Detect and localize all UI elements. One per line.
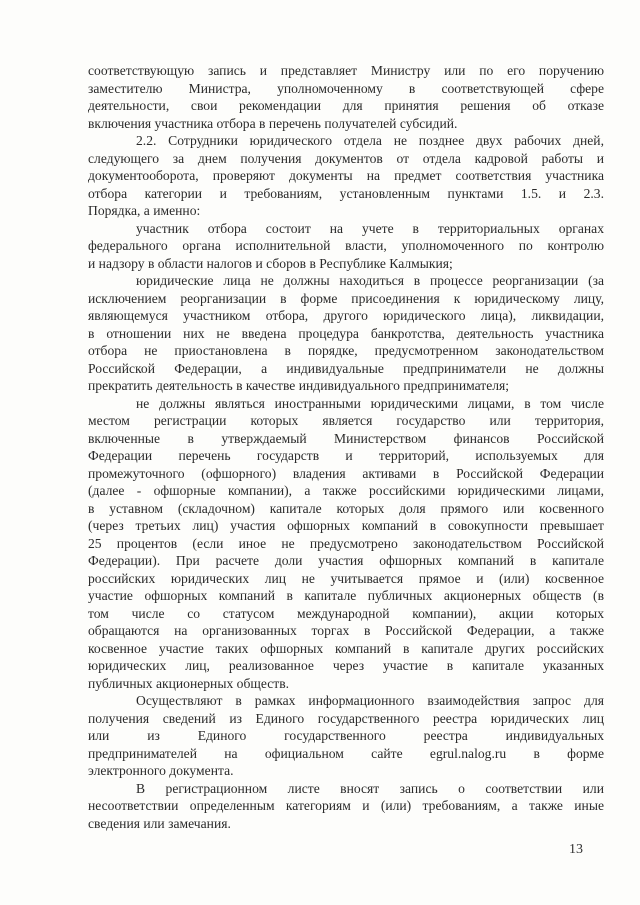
text-line: являющемуся участником отбора, другого юридического лица), ликвидации, — [88, 308, 604, 323]
text-line: в уставном (складочном) капитале которых доля прямого или косвенного — [88, 500, 604, 516]
text-line: том числе со статусом международной компании), акции которых — [88, 605, 604, 621]
text-line: прекратить деятельность в качестве индивидуального предпринимателя; — [88, 378, 510, 393]
paragraph — [88, 132, 604, 220]
text-line: и надзору в области налогов и сборов в Республике Калмыкия; — [88, 255, 453, 271]
text-line: участник отбора состоит на учете в территориальных органах — [136, 220, 604, 236]
text-line: 2.2. Сотрудники юридического отдела не позднее двух рабочих дней, — [136, 133, 604, 148]
text-line: обращаются на организованных торгах в Российской Федерации, а также — [88, 623, 604, 638]
text-line: (далее - офшорные компании), а также российскими юридическими лицами, — [88, 483, 604, 498]
text-line: Осуществляют в рамках информационного взаимодействия запрос для — [136, 693, 604, 708]
text-line: следующего за днем получения документов от отдела кадровой работы и — [88, 150, 604, 166]
text-line: российских юридических лиц не учитывается прямое и (или) косвенное — [88, 570, 604, 586]
text-line: сведения или замечания. — [88, 815, 231, 831]
text-line: предпринимателей на официальном сайте egrul.nalog.ru в форме — [88, 745, 604, 761]
paragraph — [88, 780, 604, 833]
text-line: электронного документа. — [88, 763, 234, 778]
text-line: деятельности, свои рекомендации для принятия решения об отказе — [88, 98, 604, 113]
text-line: исключением реорганизации в форме присоединения к юридическому лицу, — [88, 290, 604, 306]
text-line: документооборота, проверяют документы на предмет соответствия участника — [88, 168, 604, 183]
text-line: отбора не приостановлена в порядке, предусмотренном законодательством — [88, 343, 604, 358]
text-line: несоответствии определенным категориям и (или) требованиям, а также иные — [88, 798, 604, 813]
text-line: или из Единого государственного реестра индивидуальных — [88, 728, 604, 743]
text-line: не должны являться иностранными юридическими лицами, в том числе — [136, 395, 604, 411]
paragraph — [88, 395, 604, 693]
page-number: 13 — [569, 842, 583, 857]
text-line: косвенное участие таких офшорных компаний в капитале других российских — [88, 640, 604, 656]
text-line: (через третьих лиц) участия офшорных компаний в совокупности превышает — [88, 518, 604, 533]
text-line: соответствующую запись и представляет Министру или по его поручению — [88, 63, 604, 78]
text-line: участие офшорных компаний в капитале публичных акционерных обществ (в — [88, 588, 604, 603]
paragraph — [88, 692, 604, 780]
text-line: публичных акционерных обществ. — [88, 675, 290, 691]
document-body — [88, 62, 604, 832]
text-line: в отношении них не введена процедура банкротства, деятельность участника — [88, 325, 604, 341]
text-line: юридических лиц, реализованное через участие в капитале указанных — [88, 658, 604, 673]
paragraph — [88, 220, 604, 273]
text-line: получения сведений из Единого государственного реестра юридических лиц — [88, 710, 604, 726]
text-line: включенные в утверждаемый Министерством финансов Российской — [88, 430, 604, 446]
text-line: отбора категории и требованиям, установленным пунктами 1.5. и 2.3. — [88, 185, 604, 201]
text-line: Федерации перечень государств и территорий, используемых для — [88, 448, 604, 463]
text-line: Российской Федерации, а индивидуальные предприниматели не должны — [88, 360, 604, 376]
text-line: федерального органа исполнительной власти, уполномоченного по контролю — [88, 238, 604, 253]
text-line: 25 процентов (если иное не предусмотрено законодательством Российской — [88, 535, 604, 551]
text-line: включения участника отбора в перечень получателей субсидий. — [88, 115, 458, 131]
text-line: промежуточного (офшорного) владения активами в Российской Федерации — [88, 465, 604, 481]
text-line: В регистрационном листе вносят запись о соответствии или — [136, 780, 604, 796]
text-line: Порядка, а именно: — [88, 203, 201, 218]
text-line: заместителю Министра, уполномоченному в соответствующей сфере — [88, 80, 604, 96]
text-line: местом регистрации которых является государство или территория, — [88, 413, 604, 428]
text-line: Федерации). При расчете доли участия офшорных компаний в капитале — [88, 553, 604, 568]
text-line: юридические лица не должны находиться в процессе реорганизации (за — [136, 273, 604, 288]
paragraph — [88, 272, 604, 395]
paragraph — [88, 62, 604, 132]
